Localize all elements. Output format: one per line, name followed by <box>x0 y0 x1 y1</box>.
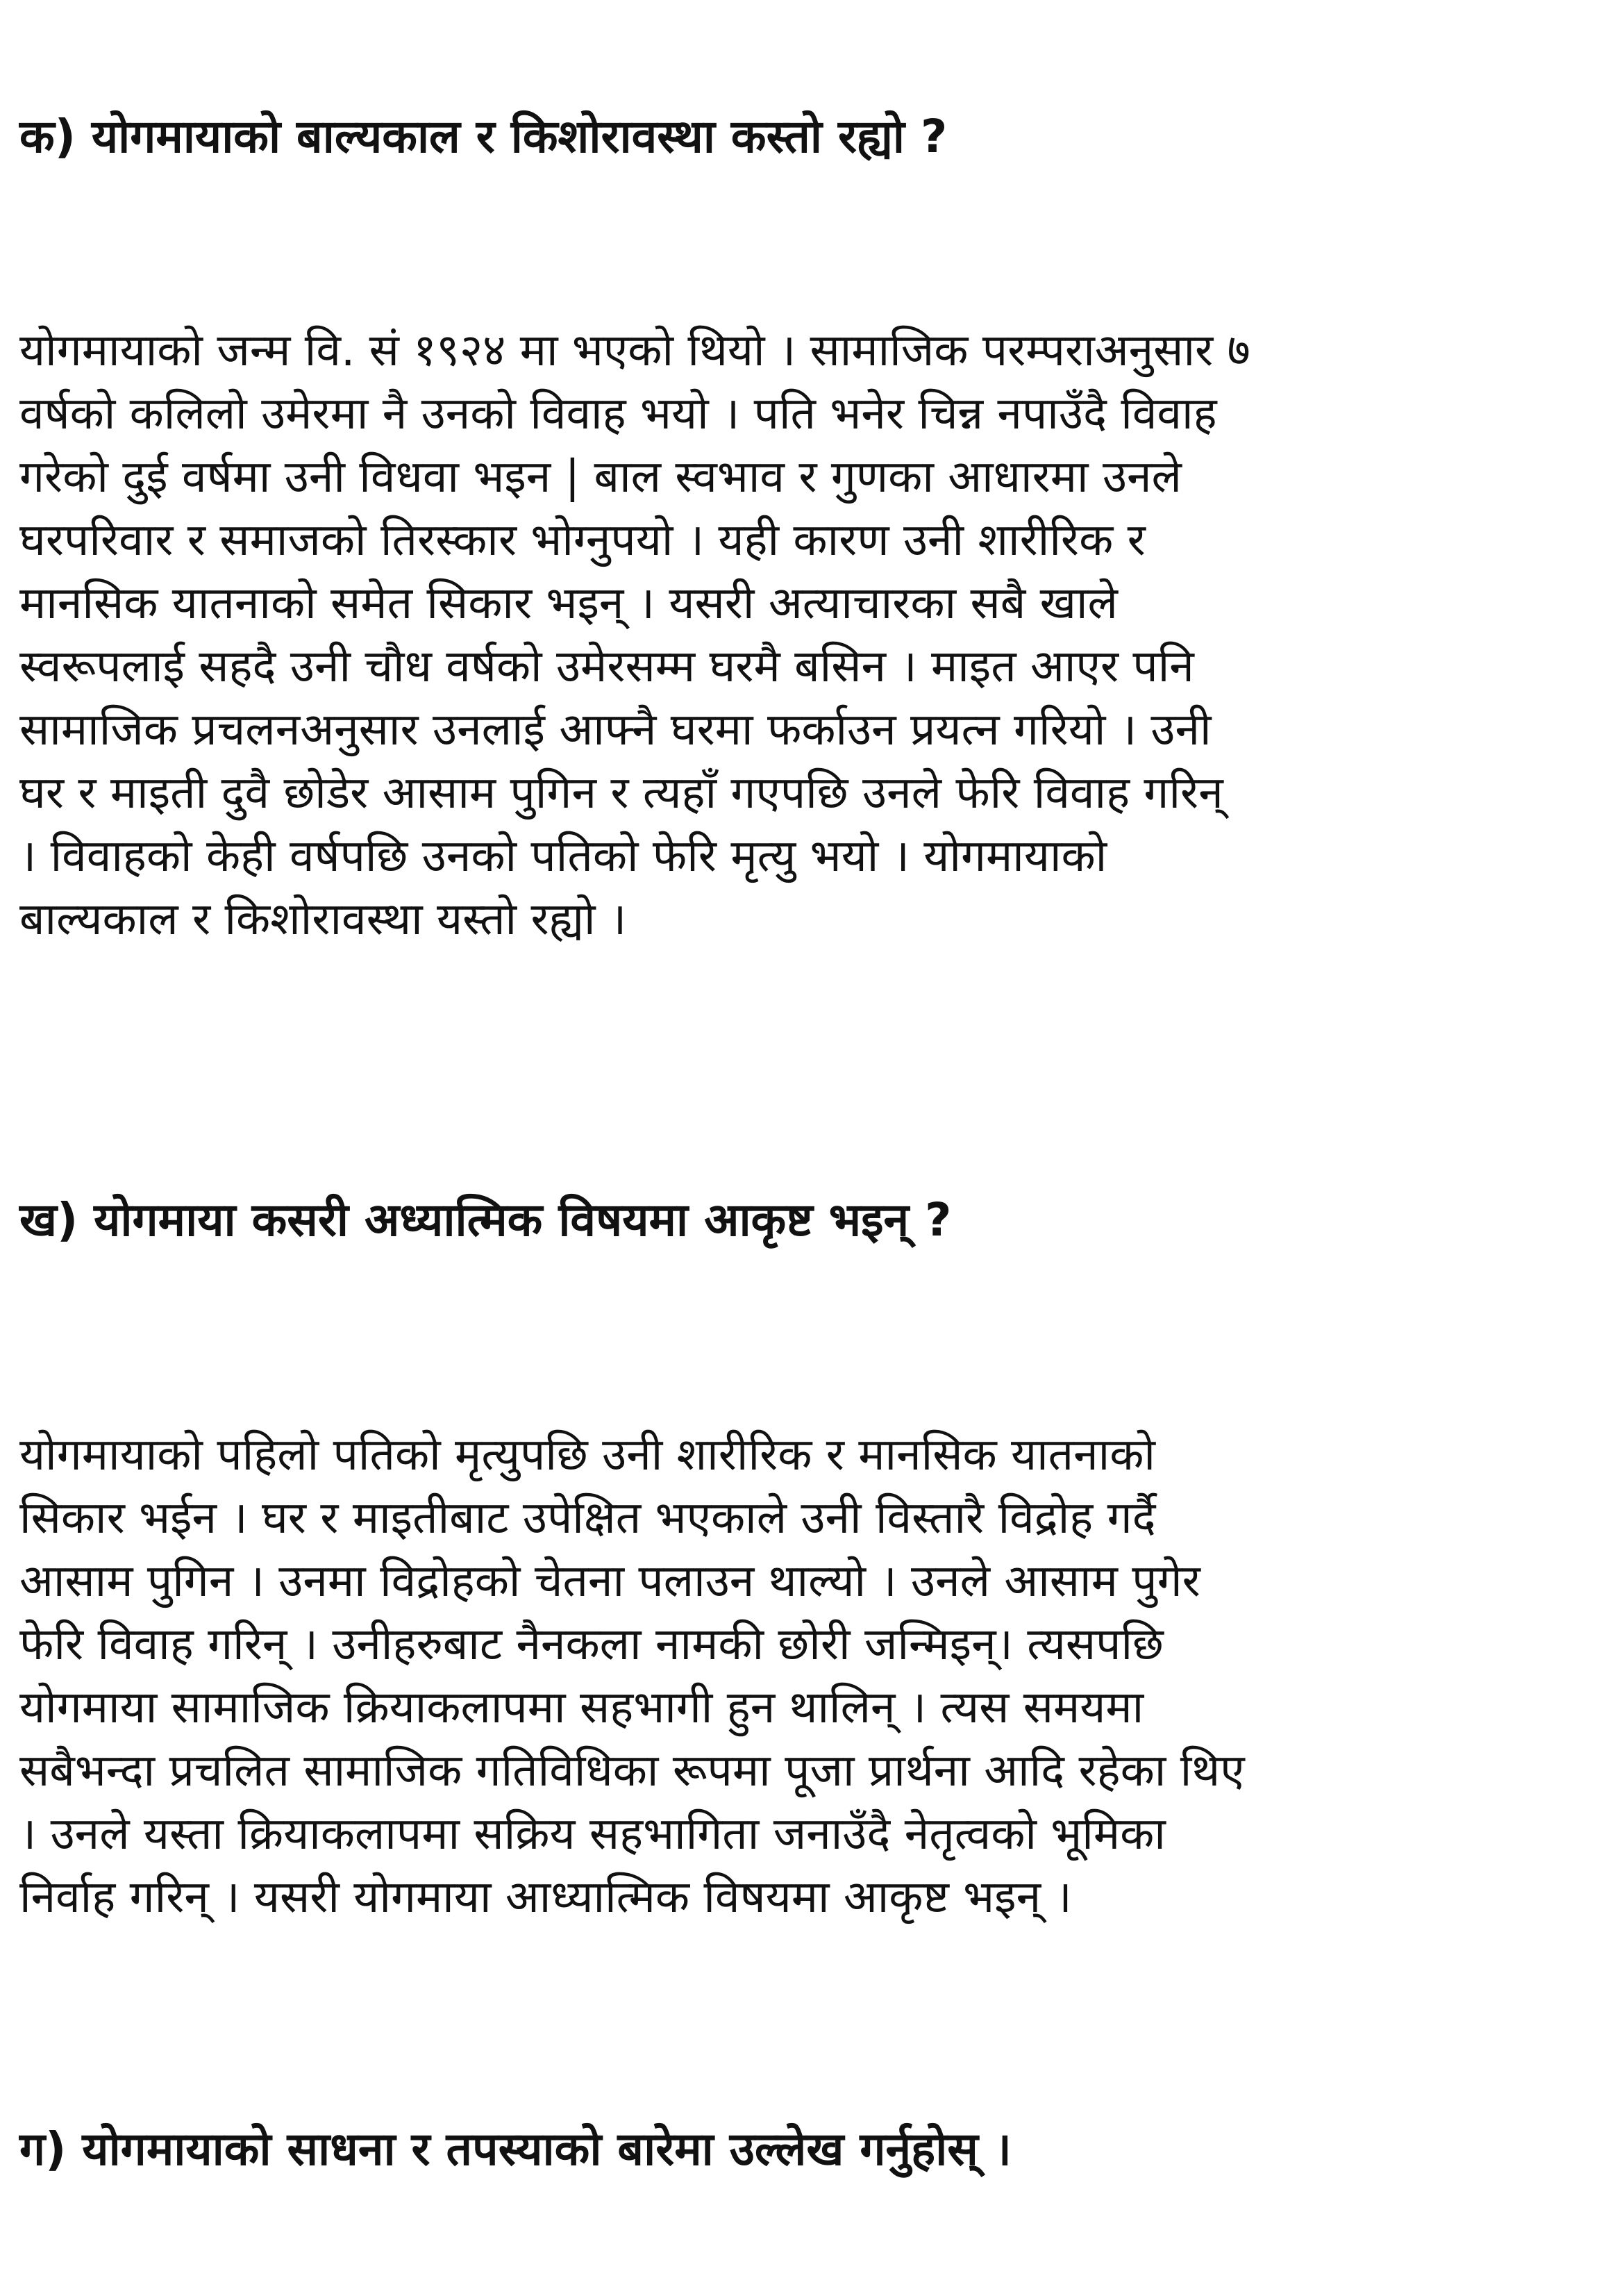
paragraph-line: योगमायाको जन्म वि. सं १९२४ मा भएको थियो । सामाजिक परम्पराअनुसार ७ <box>19 325 1250 376</box>
question-heading-ga: ग) योगमायाको साधना र तपस्याको बारेमा उल्लेख गर्नुहोस् । <box>19 2122 1012 2176</box>
paragraph-line: गरेको दुई वर्षमा उनी विधवा भइन | बाल स्वभाव र गुणका आधारमा उनले <box>19 451 1182 503</box>
answer-paragraph-ka <box>19 319 1609 951</box>
paragraph-line: घर र माइती दुवै छोडेर आसाम पुगिन र त्यहाँ गएपछि उनले फेरि विवाह गरिन् <box>19 767 1223 819</box>
paragraph-line: । विवाहको केही वर्षपछि उनको पतिको फेरि मृत्यु भयो । योगमायाको <box>19 831 1107 882</box>
paragraph-line: सबैभन्दा प्रचलित सामाजिक गतिविधिका रूपमा पूजा प्रार्थना आदि रहेका थिए <box>19 1745 1245 1797</box>
paragraph-line: योगमायाको पहिलो पतिको मृत्युपछि उनी शारीरिक र मानसिक यातनाको <box>19 1429 1155 1481</box>
paragraph-line: घरपरिवार र समाजको तिरस्कार भोग्नुपयो । यही कारण उनी शारीरिक र <box>19 515 1146 566</box>
paragraph-line: योगमाया सामाजिक क्रियाकलापमा सहभागी हुन थालिन् । त्यस समयमा <box>19 1682 1144 1733</box>
paragraph-line: वर्षको कलिलो उमेरमा नै उनको विवाह भयो । पति भनेर चिन्न नपाउँदै विवाह <box>19 388 1217 440</box>
paragraph-line: सिकार भईन । घर र माइतीबाट उपेक्षित भएकाले उनी विस्तारै विद्रोह गर्दै <box>19 1492 1156 1544</box>
paragraph-line: बाल्यकाल र किशोरावस्था यस्तो रह्यो । <box>19 894 627 945</box>
paragraph-line: । उनले यस्ता क्रियाकलापमा सक्रिय सहभागिता जनाउँदै नेतृत्वको भूमिका <box>19 1808 1166 1860</box>
question-heading-kha: ख) योगमाया कसरी अध्यात्मिक विषयमा आकृष्ट भइन् ? <box>19 1193 952 1247</box>
question-heading-ka: क) योगमायाको बाल्यकाल र किशोरावस्था कस्तो रह्यो ? <box>19 110 948 163</box>
answer-paragraph-kha <box>19 1424 1609 1929</box>
paragraph-line: निर्वाह गरिन् । यसरी योगमाया आध्यात्मिक विषयमा आकृष्ट भइन् । <box>19 1872 1072 1923</box>
paragraph-line: स्वरूपलाई सहदै उनी चौध वर्षको उमेरसम्म घरमै बसिन । माइत आएर पनि <box>19 641 1194 692</box>
paragraph-line: मानसिक यातनाको समेत सिकार भइन् । यसरी अत्याचारका सबै खाले <box>19 578 1118 629</box>
paragraph-line: सामाजिक प्रचलनअनुसार उनलाई आफ्नै घरमा फर्काउन प्रयत्न गरियो । उनी <box>19 704 1212 756</box>
paragraph-line: आसाम पुगिन । उनमा विद्रोहको चेतना पलाउन थाल्यो । उनले आसाम पुगेर <box>19 1556 1200 1607</box>
paragraph-line: फेरि विवाह गरिन् । उनीहरुबाट नैनकला नामकी छोरी जन्मिइन्। त्यसपछि <box>19 1619 1164 1670</box>
